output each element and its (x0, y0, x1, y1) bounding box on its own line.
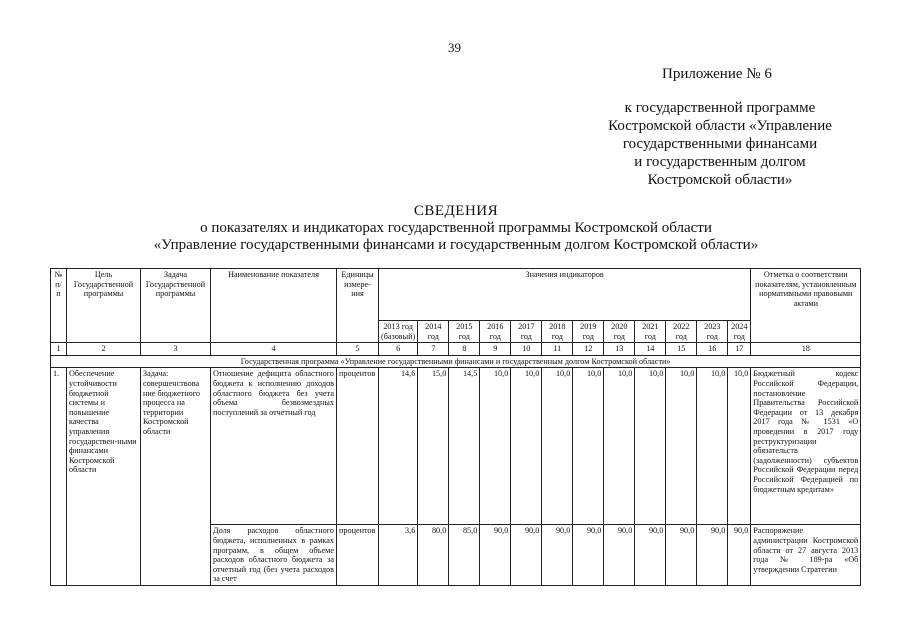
normative-act: Бюджетный кодекс Российской Федерации, постановление Правительства Российской Федерации от 13 декабря 2017 года № 1531 «О проведении в 2017 году реструктуризации обязательств (задолженности) субъектов Российской Федерации перед Российской Федерацией по бюджетным кредитам» (751, 368, 861, 525)
appendix-address (590, 99, 850, 189)
indicator-value: 80,0 (418, 525, 449, 586)
column-number: 13 (604, 343, 635, 356)
indicator-name: Доля расходов областного бюджета, исполненных в рамках программ, в общем объеме расходов областного бюджета за отчетный год (без учета расходов за счет (211, 525, 337, 586)
indicator-value: 85,0 (449, 525, 480, 586)
column-number: 6 (379, 343, 418, 356)
indicator-value: 10,0 (666, 368, 697, 525)
column-number: 5 (337, 343, 379, 356)
header-indicator: Наименование показателя (211, 269, 337, 343)
header-num: № п/п (51, 269, 67, 343)
document-subtitle: о показателях и индикаторах государственной программы Костромской области (200, 220, 712, 236)
header-goal: Цель Государственной программы (67, 269, 141, 343)
appendix-address-line: государственными финансами (622, 136, 818, 152)
column-number: 8 (449, 343, 480, 356)
indicator-value: 14,5 (449, 368, 480, 525)
appendix-address-line: Костромской области» (647, 172, 793, 188)
indicator-units: процентов (337, 368, 379, 525)
program-row: Государственная программа «Управление государственными финансами и государственным долгом Костромской области» (51, 355, 861, 368)
indicator-value: 10,0 (697, 368, 728, 525)
header-units: Единицы измере-ния (337, 269, 379, 343)
year-header: 2019 год (573, 321, 604, 343)
column-number: 15 (666, 343, 697, 356)
indicator-value: 10,0 (480, 368, 511, 525)
table-row (51, 368, 861, 525)
indicator-value: 10,0 (542, 368, 573, 525)
column-number-row (51, 343, 861, 356)
indicator-value: 90,0 (666, 525, 697, 586)
row-number: 1. (51, 368, 67, 586)
indicator-value: 10,0 (604, 368, 635, 525)
year-header: 2022 год (666, 321, 697, 343)
column-number: 18 (751, 343, 861, 356)
header-acts: Отметка о соответствии показателям, установленным нормативными правовыми актами (751, 269, 861, 343)
appendix-address-line: к государственной программе (624, 100, 816, 116)
column-number: 4 (211, 343, 337, 356)
normative-act: Распоряжение администрации Костромской области от 27 августа 2013 года № 189-ра «Об утверждении Стратегии (751, 525, 861, 586)
column-number: 17 (728, 343, 751, 356)
year-header: 2015 год (449, 321, 480, 343)
column-number: 2 (67, 343, 141, 356)
appendix-title: Приложение № 6 (662, 66, 772, 82)
year-header: 2016 год (480, 321, 511, 343)
indicator-value: 90,0 (604, 525, 635, 586)
indicator-name: Отношение дефицита областного бюджета к исполнению доходов областного бюджета без учета объема безвозмездных поступлений за отчетный год (211, 368, 337, 525)
indicators-table (50, 268, 861, 586)
page-number: 39 (448, 40, 461, 55)
column-number: 12 (573, 343, 604, 356)
column-number: 11 (542, 343, 573, 356)
indicator-value: 10,0 (573, 368, 604, 525)
column-number: 3 (141, 343, 211, 356)
column-number: 9 (480, 343, 511, 356)
column-number: 14 (635, 343, 666, 356)
indicator-value: 10,0 (635, 368, 666, 525)
appendix-address-line: и государственным долгом (634, 154, 806, 170)
indicator-value: 90,0 (573, 525, 604, 586)
year-header: 2017 год (511, 321, 542, 343)
appendix-address-line: Костромской области «Управление (608, 118, 832, 134)
year-header: 2024 год (728, 321, 751, 343)
column-number: 16 (697, 343, 728, 356)
indicator-value: 90,0 (480, 525, 511, 586)
column-number: 10 (511, 343, 542, 356)
column-number: 1 (51, 343, 67, 356)
indicator-value: 3,6 (379, 525, 418, 586)
indicator-value: 90,0 (697, 525, 728, 586)
indicator-value: 90,0 (728, 525, 751, 586)
indicator-value: 10,0 (511, 368, 542, 525)
row-task: Задача: совершенствова ние бюджетного процесса на территории Костромской области (141, 368, 211, 586)
document-title: СВЕДЕНИЯ (413, 203, 499, 219)
indicator-value: 90,0 (542, 525, 573, 586)
indicator-value: 10,0 (728, 368, 751, 525)
indicator-value: 90,0 (635, 525, 666, 586)
indicator-value: 14,6 (379, 368, 418, 525)
year-header: 2013 год (базовый) (379, 321, 418, 343)
indicator-units: процентов (337, 525, 379, 586)
column-number: 7 (418, 343, 449, 356)
header-task: Задача Государственной программы (141, 269, 211, 343)
row-goal: Обеспечение устойчивости бюджетной системы и повышение качества управления государствен-ными финансами Костромской области (67, 368, 141, 586)
year-header: 2018 год (542, 321, 573, 343)
year-header: 2020 год (604, 321, 635, 343)
year-header: 2021 год (635, 321, 666, 343)
header-values: Значения индикаторов (379, 269, 751, 321)
year-header: 2014 год (418, 321, 449, 343)
indicator-value: 90,0 (511, 525, 542, 586)
document-subtitle: «Управление государственными финансами и государственным долгом Костромской области» (153, 237, 759, 253)
indicator-value: 15,0 (418, 368, 449, 525)
year-header: 2023 год (697, 321, 728, 343)
